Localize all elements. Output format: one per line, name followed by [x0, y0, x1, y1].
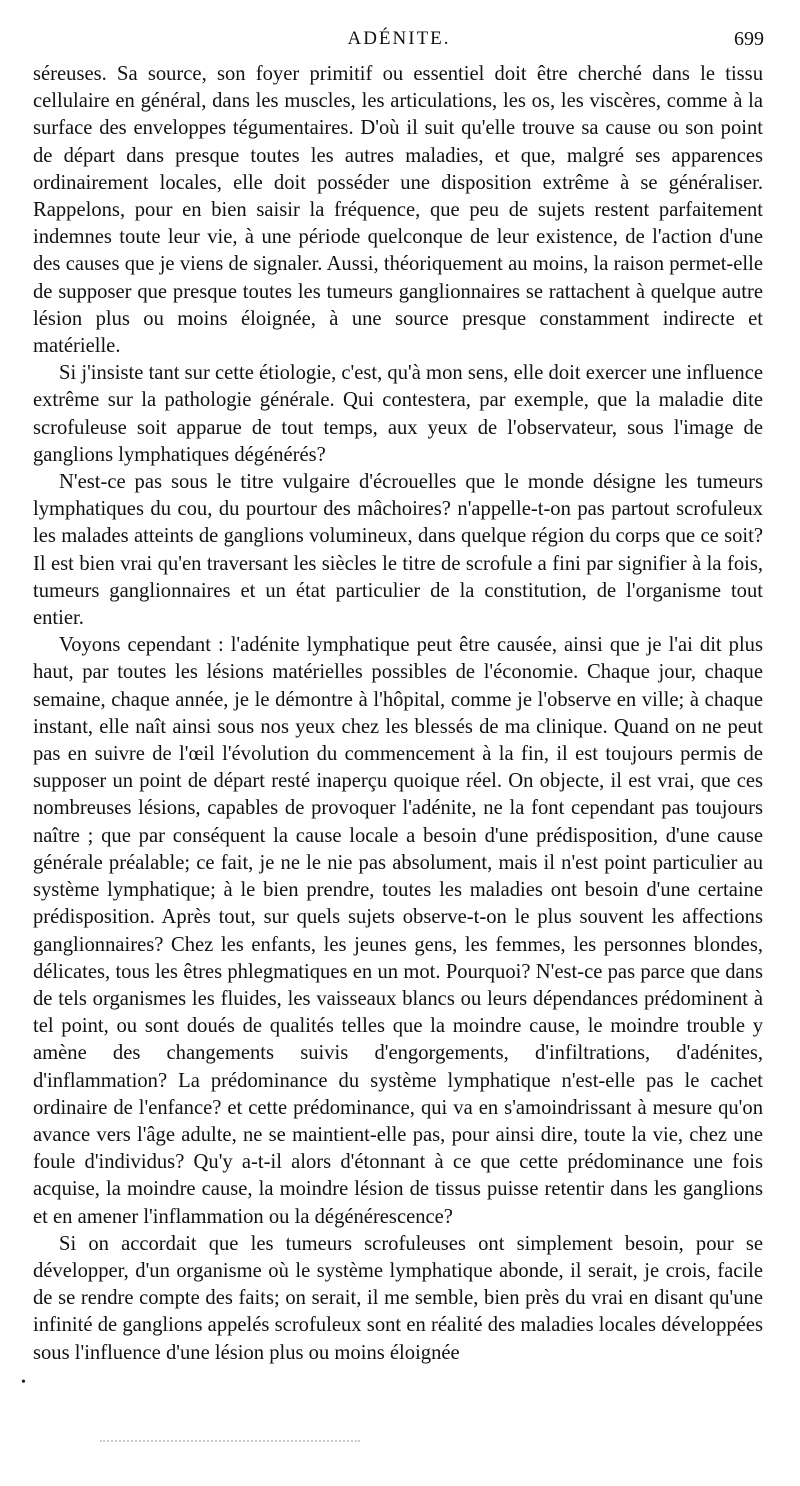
scan-noise-dashes	[100, 1440, 360, 1442]
paragraph-ecrouelles: N'est-ce pas sous le titre vulgaire d'écrouelles que le monde désigne les tumeurs lymphatiques du cou, du pourtour des mâchoires? n'appelle-t-on pas partout scrofuleux les malades atteints de ganglions volumineux, dans quelque région du corps que ce soit? Il est bien vrai qu'en traversant les siècles le titre de scrofule a fini par signifier à la fois, tumeurs ganglionnaires et un état particulier de la constitution, de l'organisme tout entier.	[33, 471, 763, 630]
page-number: 699	[734, 28, 764, 50]
paragraph-voyons-cependant: Voyons cependant : l'adénite lymphatique peut être causée, ainsi que je l'ai dit plus haut, par toutes les lésions matérielles possibles de l'économie. Chaque jour, chaque semaine, chaque année, je le démontre à l'hôpital, comme je l'observe en ville; à chaque instant, elle naît ainsi sous nos yeux chez les blessés de ma clinique. Quand on ne peut pas en suivre de l'œil l'évolution du commencement à la fin, il est toujours permis de supposer un point de départ resté inaperçu quoique réel. On objecte, il est vrai, que ces nombreuses lésions, capables de provoquer l'adénite, ne la font cependant pas toujours naître ; que par conséquent la cause locale a besoin d'une prédisposition, d'une cause générale préalable; ce fait, je ne le nie pas absolument, mais il n'est point particulier au système lymphatique; à le bien prendre, toutes les maladies ont besoin d'une certaine prédisposition. Après tout, sur quels sujets observe-t-on le plus souvent les affections ganglionnaires? Chez les enfants, les jeunes gens, les femmes, les personnes blondes, délicates, tous les êtres phlegmatiques en un mot. Pourquoi? N'est-ce pas parce que dans de tels organismes les fluides, les vaisseaux blancs ou leurs dépendances prédominent à tel point, ou sont doués de qualités telles que la moindre cause, le moindre trouble y amène des changements suivis d'engorgements, d'infiltrations, d'adénites, d'inflammation? La prédominance du système lymphatique n'est-elle pas le cachet ordinaire de l'enfance? et cette prédominance, qui va en s'amoindrissant à mesure qu'on avance vers l'âge adulte, ne se maintient-elle pas, pour ainsi dire, toute la vie, chez une foule d'individus? Qu'y a-t-il alors d'étonnant à ce que cette prédominance une fois acquise, la moindre cause, la moindre lésion de tissus puisse retentir dans les ganglions et en amener l'inflammation ou la dégénérescence?	[33, 634, 763, 1228]
running-title: ADÉNITE.	[347, 28, 451, 49]
paragraph-si-on-accordait: Si on accordait que les tumeurs scrofuleuses ont simplement besoin, pour se développer, d'un organisme où le système lymphatique abonde, il serait, je crois, facile de se rendre compte des faits; on serait, il me semble, bien près du vrai en disant qu'une infinité de ganglions appelés scrofuleux sont en réalité des maladies locales développées sous l'influence d'une lésion plus ou moins éloignée	[33, 1232, 763, 1364]
running-head	[34, 28, 764, 54]
paragraph-continued: séreuses. Sa source, son foyer primitif ou essentiel doit être cherché dans le tissu cellulaire en général, dans les muscles, les articulations, les os, les viscères, comme à la surface des enveloppes tégumentaires. D'où il suit qu'elle trouve sa cause ou son point de départ dans presque toutes les autres maladies, et que, malgré ses apparences ordinairement locales, elle doit posséder une disposition extrême à se généraliser. Rappelons, pour en bien saisir la fréquence, que peu de sujets restent parfaitement indemnes toute leur vie, à une période quelconque de leur existence, de l'action d'une des causes que je viens de signaler. Aussi, théoriquement au moins, la raison permet-elle de supposer que presque toutes les tumeurs ganglionnaires se rattachent à quelque autre lésion plus ou moins éloignée, à une source presque constamment indirecte et matérielle.	[33, 63, 763, 358]
paragraph-etiologie: Si j'insiste tant sur cette étiologie, c'est, qu'à mon sens, elle doit exercer une influence extrême sur la pathologie générale. Qui contestera, par exemple, que la maladie dite scrofuleuse soit apparue de tout temps, aux yeux de l'observateur, sous l'image de ganglions lymphatiques dégénérés?	[33, 362, 763, 466]
ink-speck: •	[21, 1375, 26, 1390]
body-text	[33, 61, 763, 1367]
